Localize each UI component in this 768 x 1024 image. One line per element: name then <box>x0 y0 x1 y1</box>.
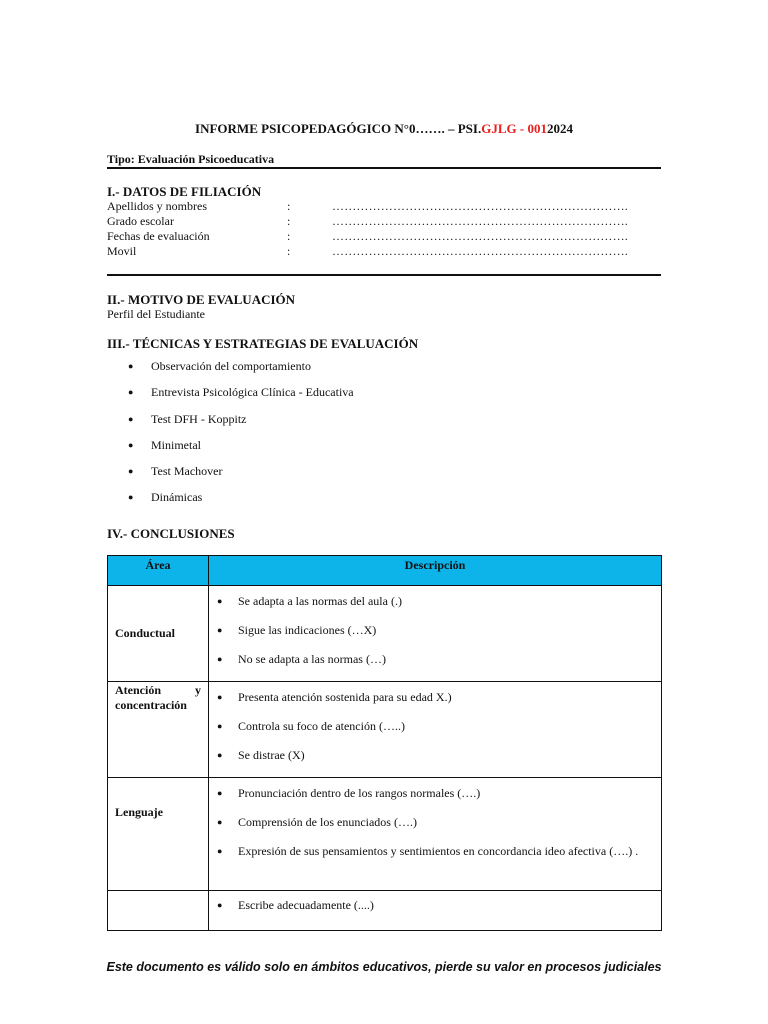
section-filiacion-heading: I.- DATOS DE FILIACIÓN <box>107 184 262 199</box>
field-colon: : <box>287 229 291 243</box>
list-item: ● No se adapta a las normas (…) <box>209 650 661 668</box>
table-row <box>108 778 662 891</box>
table-row <box>108 891 662 931</box>
report-code: GJLG - 001 <box>481 121 547 136</box>
section-tecnicas-heading: III.- TÉCNICAS Y ESTRATEGIAS DE EVALUACIÓN <box>107 336 419 351</box>
description-cell <box>209 586 662 682</box>
table-header-row <box>108 556 662 586</box>
list-item: ● Se adapta a las normas del aula (.) <box>209 592 661 610</box>
description-cell <box>209 682 662 778</box>
list-item: ● Presenta atención sostenida para su edad X.) <box>209 688 661 706</box>
list-item: ● Observación del comportamiento <box>128 357 354 383</box>
divider-filiacion <box>107 274 661 276</box>
list-item: ● Se distrae (X) <box>209 746 661 764</box>
report-title <box>0 121 768 137</box>
area-cell-lenguaje: Lenguaje <box>108 778 209 891</box>
list-item: ● Test Machover <box>128 462 354 488</box>
list-item: ● Sigue las indicaciones (…X) <box>209 621 661 639</box>
field-value-movil[interactable]: ………………………………………………………………. <box>332 244 628 258</box>
column-header-area: Área <box>108 556 209 586</box>
area-cell-empty <box>108 891 209 931</box>
field-value-nombres[interactable]: ………………………………………………………………. <box>332 199 628 213</box>
motivo-text: Perfil del Estudiante <box>107 307 205 321</box>
evaluation-type: Tipo: Evaluación Psicoeducativa <box>107 152 275 166</box>
field-value-grado[interactable]: ………………………………………………………………. <box>332 214 628 228</box>
list-item: ● Comprensión de los enunciados (….) <box>209 813 661 831</box>
tecnicas-list <box>128 357 354 515</box>
footer-disclaimer: Este documento es válido solo en ámbitos educativos, pierde su valor en procesos judiciales <box>106 960 662 974</box>
field-label-movil: Movil <box>107 244 137 258</box>
table-row <box>108 586 662 682</box>
section-motivo-heading: II.- MOTIVO DE EVALUACIÓN <box>107 292 296 307</box>
divider-top <box>107 167 661 169</box>
table-row <box>108 682 662 778</box>
report-year: 2024 <box>546 121 573 136</box>
field-value-fechas[interactable]: ………………………………………………………………. <box>332 229 628 243</box>
list-item: ● Escribe adecuadamente (....) <box>209 896 661 914</box>
description-cell <box>209 891 662 931</box>
field-label-fechas: Fechas de evaluación <box>107 229 210 243</box>
area-cell-atencion: Atención y concentración <box>108 682 209 778</box>
list-item: ● Test DFH - Koppitz <box>128 410 354 436</box>
description-cell <box>209 778 662 891</box>
list-item: ● Dinámicas <box>128 488 354 514</box>
column-header-descripcion: Descripción <box>209 556 662 586</box>
conclusions-table <box>107 555 662 931</box>
field-colon: : <box>287 244 291 258</box>
field-colon: : <box>287 199 291 213</box>
list-item: ● Controla su foco de atención (…..) <box>209 717 661 735</box>
list-item: ● Pronunciación dentro de los rangos normales (….) <box>209 784 661 802</box>
field-label-nombres: Apellidos y nombres <box>107 199 207 213</box>
area-cell-conductual: Conductual <box>108 586 209 682</box>
list-item: ● Minimetal <box>128 436 354 462</box>
section-conclusiones-heading: IV.- CONCLUSIONES <box>107 526 235 541</box>
list-item: ● Entrevista Psicológica Clínica - Educativa <box>128 383 354 409</box>
report-title-prefix: INFORME PSICOPEDAGÓGICO N°0……. – PSI. <box>195 121 482 136</box>
field-label-grado: Grado escolar <box>107 214 174 228</box>
list-item: ● Expresión de sus pensamientos y sentimientos en concordancia ideo afectiva (….) . <box>209 842 661 860</box>
field-colon: : <box>287 214 291 228</box>
